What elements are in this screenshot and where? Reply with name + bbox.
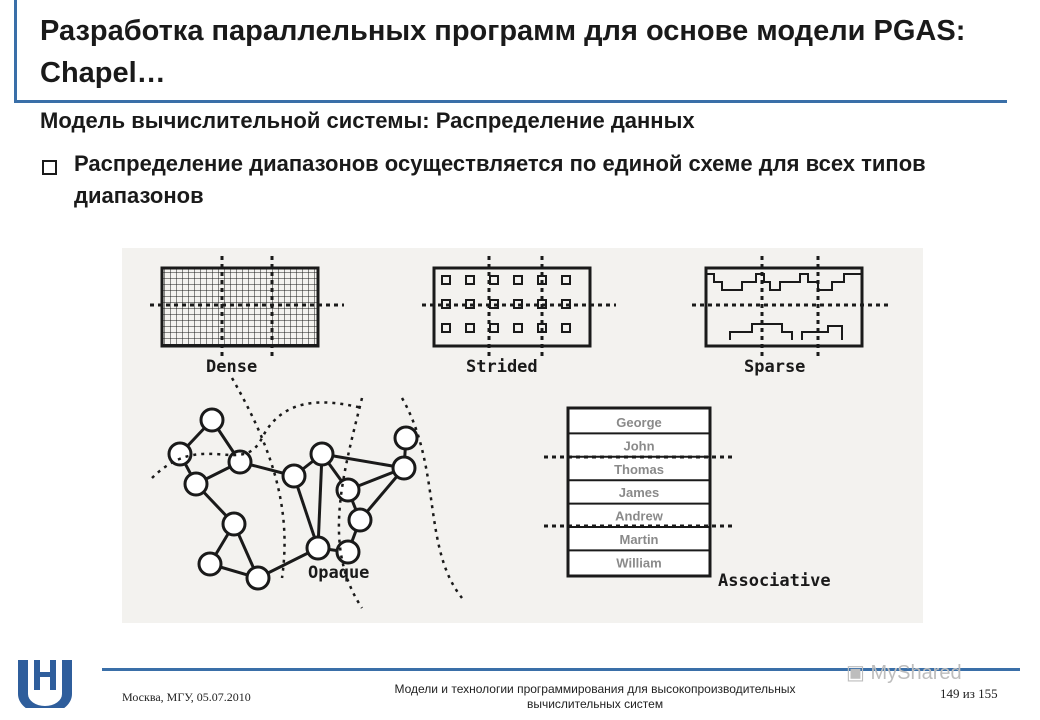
- graph-node: [307, 537, 329, 559]
- dense-domain: [150, 256, 344, 377]
- assoc-name: Thomas: [614, 461, 664, 477]
- strided-element: [466, 324, 474, 332]
- domain-distribution-figure: [122, 248, 923, 623]
- square-bullet-icon: [42, 160, 57, 175]
- strided-element: [514, 324, 522, 332]
- graph-node: [311, 443, 333, 465]
- strided-label: Strided: [466, 357, 538, 377]
- graph-node: [201, 409, 223, 431]
- assoc-name: Andrew: [615, 508, 663, 524]
- strided-element: [562, 324, 570, 332]
- bullet-item: [40, 148, 1000, 212]
- graph-node: [395, 427, 417, 449]
- graph-node: [199, 553, 221, 575]
- strided-domain: [422, 256, 616, 377]
- graph-node: [223, 513, 245, 535]
- page-number: 149 из 155: [940, 686, 998, 701]
- graph-node: [349, 509, 371, 531]
- sparse-domain: [692, 256, 888, 377]
- university-logo-icon: [14, 652, 76, 708]
- graph-node: [393, 457, 415, 479]
- strided-element: [514, 276, 522, 284]
- associative-domain: [544, 408, 831, 591]
- strided-element: [466, 276, 474, 284]
- graph-node: [337, 541, 359, 563]
- sparse-label: Sparse: [744, 357, 806, 377]
- graph-node: [247, 567, 269, 589]
- bullet-text: Распределение диапазонов осуществляется по единой схеме для всех типов диапазонов: [74, 151, 926, 208]
- assoc-name: John: [623, 438, 655, 454]
- strided-element: [442, 276, 450, 284]
- slide-title: Разработка параллельных программ для основе модели PGAS: Chapel…: [40, 15, 966, 89]
- graph-node: [185, 473, 207, 495]
- watermark-icon: ▣: [846, 662, 871, 684]
- strided-element: [562, 276, 570, 284]
- slide-subtitle: Модель вычислительной системы: Распределение данных: [40, 108, 695, 133]
- footer-location-date: Москва, МГУ, 05.07.2010: [122, 690, 251, 704]
- dense-label: Dense: [206, 357, 258, 377]
- strided-element: [490, 324, 498, 332]
- associative-label: Associative: [718, 571, 831, 591]
- opaque-domain: [152, 378, 462, 608]
- graph-edge: [318, 454, 322, 548]
- opaque-label: Opaque: [308, 563, 370, 583]
- strided-element: [442, 324, 450, 332]
- graph-node: [229, 451, 251, 473]
- footer-course-title: Модели и технологии программирования для высокопроизводительных вычислительных систем: [394, 682, 796, 711]
- assoc-name: George: [616, 415, 662, 430]
- graph-node: [337, 479, 359, 501]
- assoc-name: William: [616, 555, 662, 571]
- watermark-logo: [846, 660, 962, 685]
- strided-element: [490, 276, 498, 284]
- graph-node: [283, 465, 305, 487]
- watermark-text: MyShared: [870, 662, 962, 684]
- figure-svg: [122, 248, 923, 623]
- assoc-name: James: [618, 485, 660, 501]
- assoc-name: Martin: [619, 532, 659, 547]
